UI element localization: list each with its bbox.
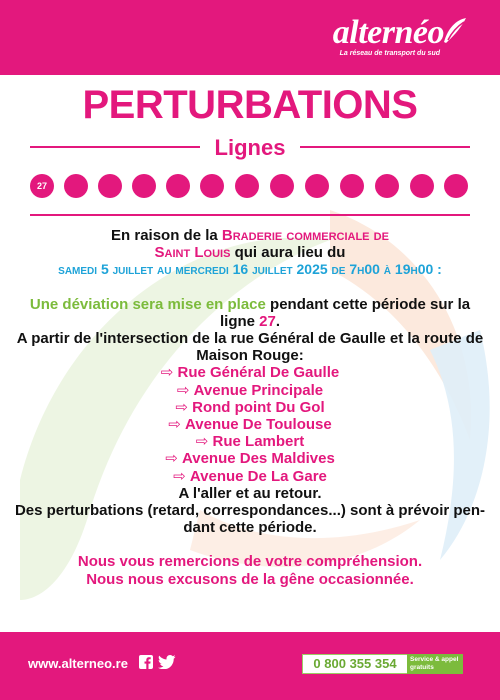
line-badge[interactable] [444,174,468,198]
notice-intro [10,227,490,244]
line-badges [30,174,470,200]
both-ways-text: A l'aller et au retour. [178,484,322,502]
twitter-icon[interactable] [158,655,176,669]
line-badge[interactable] [375,174,399,198]
spacer [10,279,490,296]
route-step [10,382,490,399]
deviation-sentence [10,296,490,313]
arrow-icon: ⇨ [175,398,193,416]
route-step [10,399,490,416]
disruptions-text: Des perturbations (retard, correspondances...) sont à prévoir pen-dant cette période. [14,502,486,537]
route-step [10,450,490,467]
leaf-icon [442,16,468,46]
route-step-label: Avenue De Toulouse [185,416,332,434]
event-location: Saint Louis [154,244,231,262]
route-step-label: Rue Général De Gaulle [177,364,340,382]
notice-body [10,227,490,588]
line-badge[interactable]: 27 [30,174,54,198]
route-step-label: Avenue Principale [193,381,324,399]
spacer [10,536,490,553]
website-link[interactable]: www.alterneo.re [28,656,128,671]
arrow-icon: ⇨ [176,381,194,399]
intro-text: En raison de la [111,227,222,244]
route-step-label: Avenue Des Maldives [181,450,335,468]
page-title: PERTURBATIONS [82,83,418,127]
line-badge[interactable] [166,174,190,198]
route-step [10,364,490,381]
route-step-label: Rue Lambert [212,433,305,451]
intro-text-2: qui aura lieu du [230,244,346,262]
arrow-icon: ⇨ [168,416,186,434]
route-step [10,468,490,485]
arrow-icon: ⇨ [160,364,178,382]
line-badge[interactable] [270,174,294,198]
deviation-text: pendant cette période sur la [265,295,471,313]
free-call-badge: Service & appel gratuits [407,654,463,674]
route-step [10,433,490,450]
line-prefix: ligne [219,312,260,330]
facebook-icon[interactable] [139,655,153,669]
brand-name: alternéo [332,14,444,51]
line-badge[interactable] [340,174,364,198]
event-dates: samedi 5 juillet au mercredi 16 juillet 2025 de 7h00 à 19h00 : [58,261,442,278]
line-badge[interactable] [235,174,259,198]
arrow-icon: ⇨ [173,467,190,485]
line-number: 27 [259,312,276,330]
line-badge[interactable] [410,174,434,198]
arrow-icon: ⇨ [165,450,182,468]
thanks-text: Nous vous remercions de votre compréhension. [77,553,423,571]
brand-logo[interactable] [285,14,460,64]
facebook-glyph [139,655,153,669]
notice-intro-2 [10,244,490,261]
title-rule-right [300,146,470,148]
route-step [10,416,490,433]
apology-text: Nous nous excusons de la gêne occasionnée. [86,570,414,588]
section-rule [30,214,470,216]
line-badge[interactable] [98,174,122,198]
route-step-label: Rond point Du Gol [192,398,325,416]
line-suffix: . [275,312,281,330]
brand-tagline: La réseau de transport du sud [339,50,440,57]
line-sentence [10,313,490,330]
line-badge[interactable] [305,174,329,198]
line-badge[interactable] [200,174,224,198]
deviation-highlight: Une déviation sera mise en place [29,295,266,313]
phone-number[interactable]: 0 800 355 354 [302,654,408,674]
arrow-icon: ⇨ [195,433,213,451]
route-step-label: Avenue De La Gare [189,467,327,485]
line-badge[interactable] [132,174,156,198]
intersection-text: A partir de l'intersection de la rue Général de Gaulle et la route de Maison Rouge: [16,330,484,365]
lines-heading: Lignes [214,135,286,160]
event-name: Braderie commerciale de [221,227,389,244]
line-badge[interactable] [64,174,88,198]
